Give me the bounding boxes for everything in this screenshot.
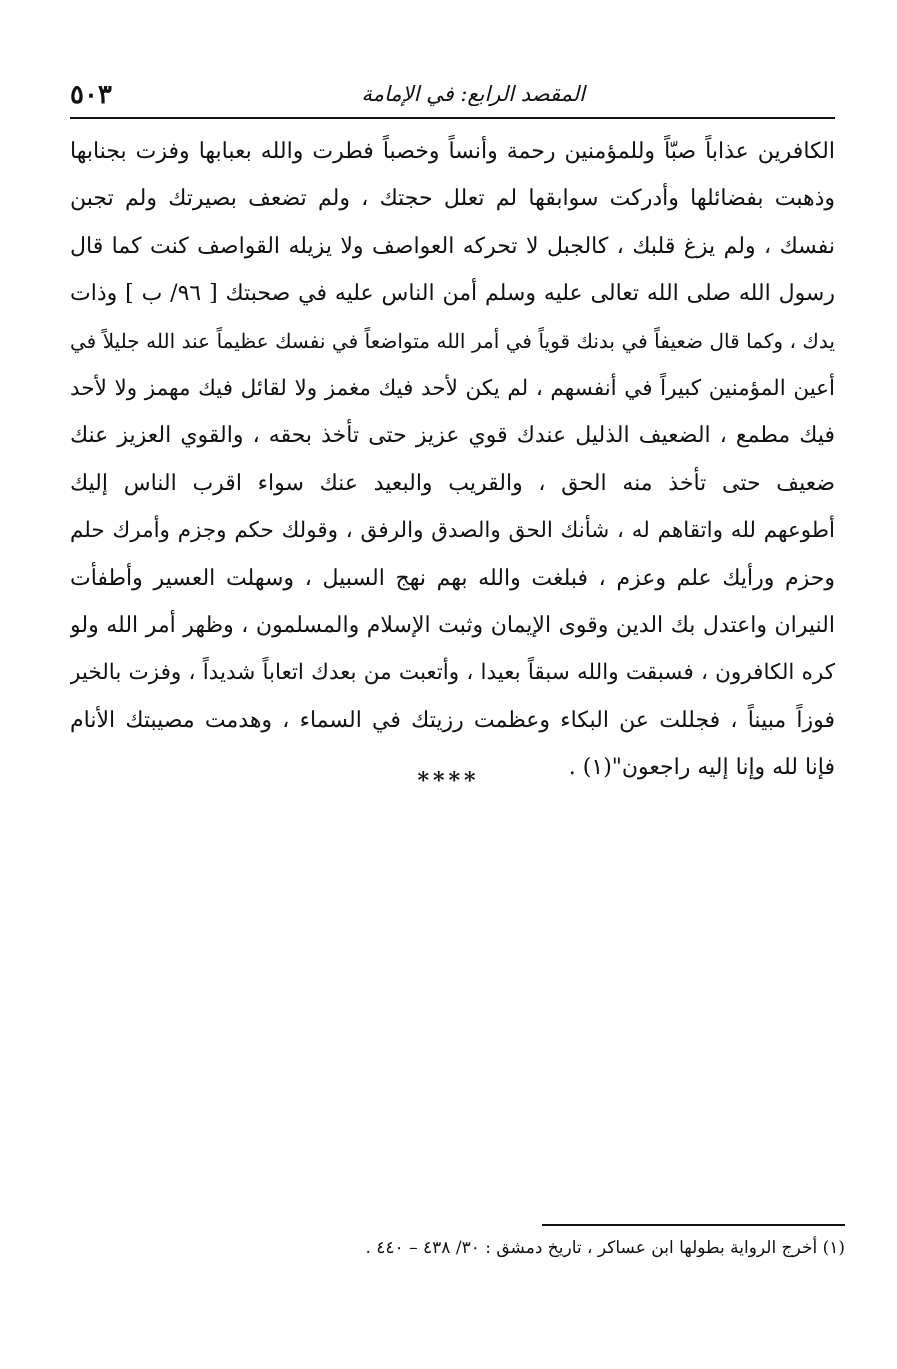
footnote: (١) أخرج الرواية بطولها ابن عساكر ، تاريخ دمشق : ٣٠/ ٤٣٨ – ٤٤٠ .: [365, 1238, 845, 1258]
text-line: رسول الله صلى الله تعالى عليه وسلم أمن الناس عليه في صحبتك [ ٩٦/ ب ] وذات: [70, 281, 835, 307]
text-line: نفسك ، ولم يزغ قلبك ، كالجبل لا تحركه العواصف ولا يزيله القواصف كنت كما قال: [70, 233, 835, 259]
text-line: وحزم ورأيك علم وعزم ، فبلغت والله بهم نهج السبيل ، وسهلت العسير وأطفأت: [70, 565, 835, 591]
section-ornament: ****: [417, 768, 480, 794]
text-line: أطوعهم لله واتقاهم له ، شأنك الحق والصدق والرفق ، وقولك حكم وجزم وأمرك حلم: [70, 518, 835, 544]
text-line: فوزاً مبيناً ، فجللت عن البكاء وعظمت رزيتك في السماء ، وهدمت مصيبتك الأنام: [70, 707, 835, 733]
footnote-divider: [542, 1224, 845, 1226]
running-header: [70, 78, 835, 114]
header-divider: [70, 117, 835, 119]
chapter-title: المقصد الرابع: في الإمامة: [361, 82, 585, 106]
text-line: كره الكافرون ، فسبقت والله سبقاً بعيدا ، وأتعبت من بعدك اتعاباً شديداً ، وفزت بالخير: [70, 660, 835, 686]
main-text: [70, 128, 835, 791]
text-line: يدك ، وكما قال ضعيفاً في بدنك قوياً في أمر الله متواضعاً في نفسك عظيماً عند الله جليلاً في: [70, 328, 835, 353]
text-line: الكافرين عذاباً صبّاً وللمؤمنين رحمة وأنساً وخصباً فطرت والله بعبابها وفزت بجنابها: [70, 139, 835, 164]
text-line: فيك مطمع ، الضعيف الذليل عندك قوي عزيز حتى تأخذ بحقه ، والقوي العزيز عنك: [70, 423, 835, 449]
text-line: النيران واعتدل بك الدين وقوى الإيمان وثبت الإسلام والمسلمون ، وظهر أمر الله ولو: [70, 612, 835, 638]
text-line: ضعيف حتى تأخذ منه الحق ، والقريب والبعيد عنك سواء اقرب الناس إليك: [70, 470, 835, 496]
text-line: وذهبت بفضائلها وأدركت سوابقها لم تعلل حجتك ، ولم تضعف بصيرتك ولم تجبن: [70, 186, 835, 212]
text-line: أعين المؤمنين كبيراً في أنفسهم ، لم يكن لأحد فيك مغمز ولا لقائل فيك مهمز ولا لأحد: [70, 375, 835, 401]
text-line-final: فإنا لله وإنا إليه راجعون"(١) .: [568, 755, 835, 781]
page-number: ٥٠٣: [70, 80, 112, 110]
